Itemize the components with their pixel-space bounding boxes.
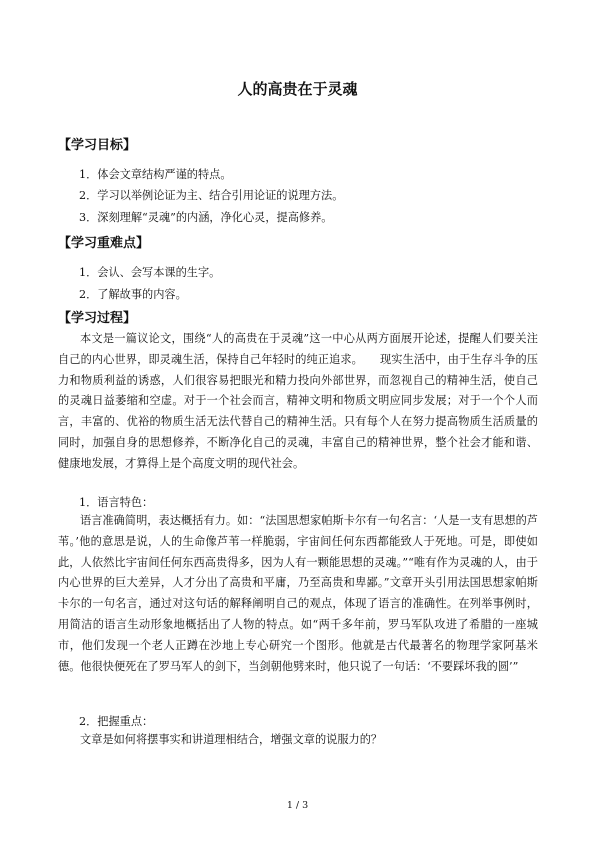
key-focus-heading: 2．把握重点： — [79, 715, 154, 728]
key-point-item-2: 2．了解故事的内容。 — [79, 288, 187, 301]
document-title: 人的高贵在于灵魂 — [237, 80, 358, 98]
language-feature-heading: 1．语言特色： — [79, 496, 154, 509]
language-feature-paragraph: 语言准确简明，表达概括有力。如：“法国思想家帕斯卡尔有一句名言：‘人是一支有思想的芦苇。’他的意思是说，人的生命像芦苇一样脆弱，宇宙间任何东西都能致人于死地。可是，即使如此，人依然比宇宙间任何东西高贵得多，因为人有一颗能思想的灵魂。”“唯有作为灵魂的人，由于内心世界的巨大差异，人才分出了高贵和平庸，乃至高贵和卑鄙。”文章开头引用法国思想家帕斯卡尔的一句名言，通过对这句话的解释阐明自己的观点，体现了语言的准确性。在列举事例时，用简洁的语言生动形象地概括出了人物的特点。如“两千多年前，罗马军队攻进了希腊的一座城市，他们发现一个老人正蹲在沙地上专心研究一个图形。他就是古代最著名的物理学家阿基米德。他很快便死在了罗马军人的剑下，当剑朝他劈来时，他只说了一句话：‘不要踩坏我的圆’” — [58, 514, 538, 673]
process-intro-paragraph: 本文是一篇议论文，围绕“人的高贵在于灵魂”这一中心从两方面展开论述，提醒人们要关注自己的内心世界，即灵魂生活，保持自己年轻时的纯正追求。 现实生活中，由于生存斗争的压力和物质利益的诱惑，人们很容易把眼光和精力投向外部世界，而忽视自己的精神生活，使自己的灵魂日益萎缩和空虚。对于一个社会而言，精神文明和物质文明应同步发展；对于一个个人而言，丰富的、优裕的物质生活无法代替自己的精神生活。只有每个人在努力提高物质生活质量的同时，加强自身的思想修养，不断净化自己的灵魂，丰富自己的精神世界，整个社会才能和谐、健康地发展，才算得上是个高度文明的现代社会。 — [58, 332, 538, 470]
page-number: 1 / 3 — [286, 800, 309, 811]
section-heading-goals: 【学习目标】 — [58, 138, 137, 153]
goal-item-1: 1．体会文章结构严谨的特点。 — [79, 168, 232, 181]
goal-item-3: 3．深刻理解“灵魂”的内涵，净化心灵，提高修养。 — [79, 211, 333, 224]
section-heading-key-points: 【学习重难点】 — [58, 236, 150, 251]
section-heading-process: 【学习过程】 — [58, 311, 137, 326]
key-focus-paragraph: 文章是如何将摆事实和讲道理相结合，增强文章的说服力的？ — [80, 733, 383, 746]
key-point-item-1: 1．会认、会写本课的生字。 — [79, 266, 221, 279]
goal-item-2: 2．学习以举例论证为主、结合引用论证的说理方法。 — [79, 189, 344, 202]
